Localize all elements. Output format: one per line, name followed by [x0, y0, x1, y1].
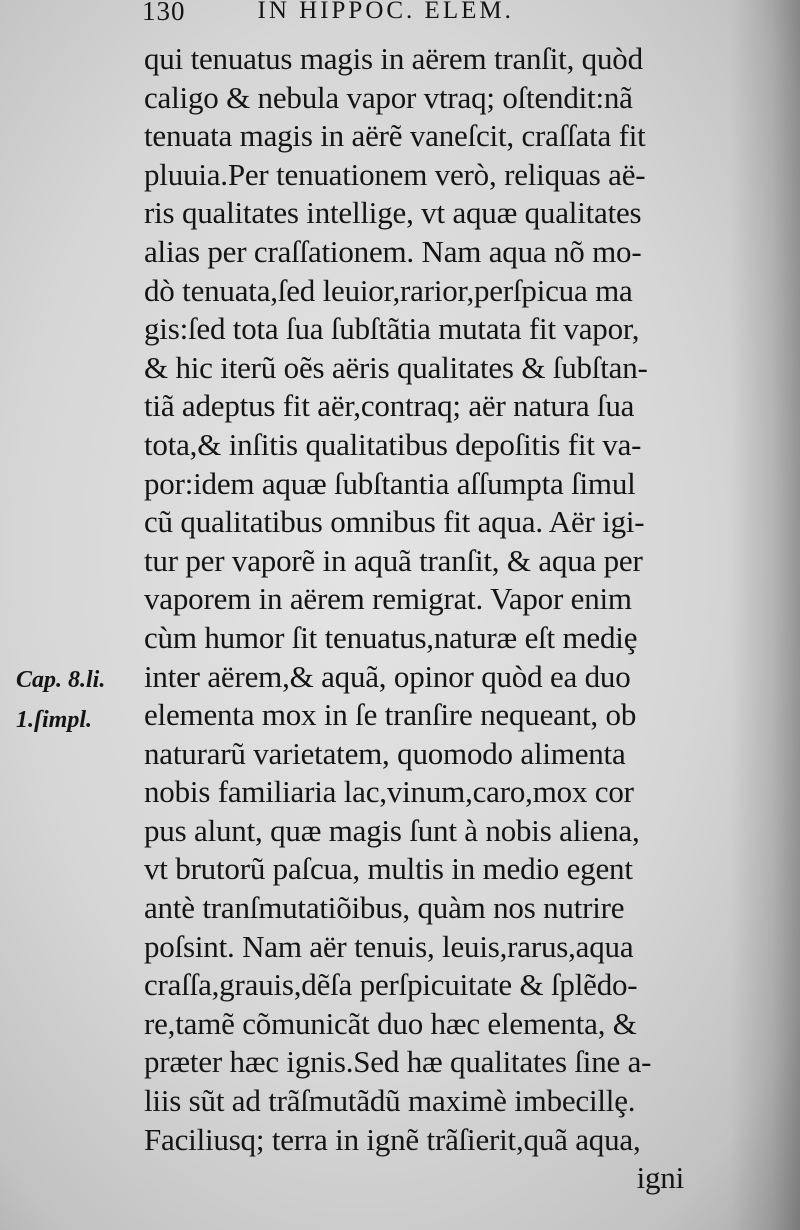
text-line: por:idem aquæ ſubſtantia aſſumpta ſimul [144, 465, 636, 501]
text-line: elementa mox in ſe tranſire nequeant, ob [144, 697, 637, 733]
text-line: vt brutorũ paſcua, multis in medio egent [144, 851, 633, 887]
text-line: inter aërem,& aquã, opinor quòd ea duo [144, 658, 631, 694]
text-line: tota,& inſitis qualitatibus depoſitis fit va- [144, 426, 642, 462]
catchword: igni [636, 1160, 684, 1196]
text-line: cùm humor ſit tenuatus,naturæ eſt mediȩ [144, 619, 638, 655]
text-line: pus alunt, quæ magis ſunt à nobis aliena, [144, 812, 640, 848]
text-line: re,tamẽ cõmunicãt duo hæc elementa, & [144, 1005, 637, 1041]
text-line: dò tenuata,ſed leuior,rarior,perſpicua ma [144, 272, 633, 308]
page-number: 130 [142, 0, 186, 26]
text-line: craſſa,grauis,dẽſa perſpicuitate & ſplẽdo- [144, 967, 638, 1003]
page-gutter-shadow [730, 0, 800, 1230]
text-line: tenuata magis in aërẽ vaneſcit, craſſata fit [144, 118, 646, 154]
text-line: liis sũt ad trãſmutãdũ maximè imbecillȩ. [144, 1083, 636, 1119]
margin-note-reference-cont: 1.ſimpl. [16, 707, 92, 733]
page-header [142, 0, 702, 28]
text-line: vaporem in aërem remigrat. Vapor enim [144, 581, 632, 617]
text-line: qui tenuatus magis in aërem tranſit, quòd [144, 41, 643, 76]
text-line: gis:ſed tota ſua ſubſtãtia mutata fit vapor, [144, 311, 640, 347]
text-line: alias per craſſationem. Nam aqua nõ mo- [144, 233, 642, 269]
text-line: tiã adeptus fit aër,contraq; aër natura ſua [144, 388, 635, 424]
text-line: cũ qualitatibus omnibus fit aqua. Aër igi- [144, 504, 645, 540]
text-line: ris qualitates intellige, vt aquæ qualitates [144, 195, 642, 231]
text-line: naturarũ varietatem, quomodo alimenta [144, 735, 626, 771]
margin-note-reference: Cap. 8.li. [16, 667, 106, 693]
text-line: pluuia.Per tenuationem verò, reliquas aë- [144, 156, 646, 192]
text-line: tur per vaporẽ in aquã tranſit, & aqua per [144, 542, 643, 578]
text-line: poſsint. Nam aër tenuis, leuis,rarus,aqua [144, 928, 634, 964]
text-line: nobis familiaria lac,vinum,caro,mox cor [144, 774, 634, 810]
text-line: Faciliusq; terra in ignẽ trãſierit,quã aqua, [144, 1121, 641, 1157]
text-line: præter hæc ignis.Sed hæ qualitates ſine a- [144, 1044, 652, 1080]
text-line: caligo & nebula vapor vtraq; oſtendit:nã [144, 79, 633, 115]
text-line: antè tranſmutatiõibus, quàm nos nutrire [144, 890, 625, 926]
body-text [144, 40, 740, 1198]
text-line: & hic iterũ oẽs aëris qualitates & ſubſtan- [144, 349, 648, 385]
running-title: IN HIPPOC. ELEM. [257, 0, 514, 24]
